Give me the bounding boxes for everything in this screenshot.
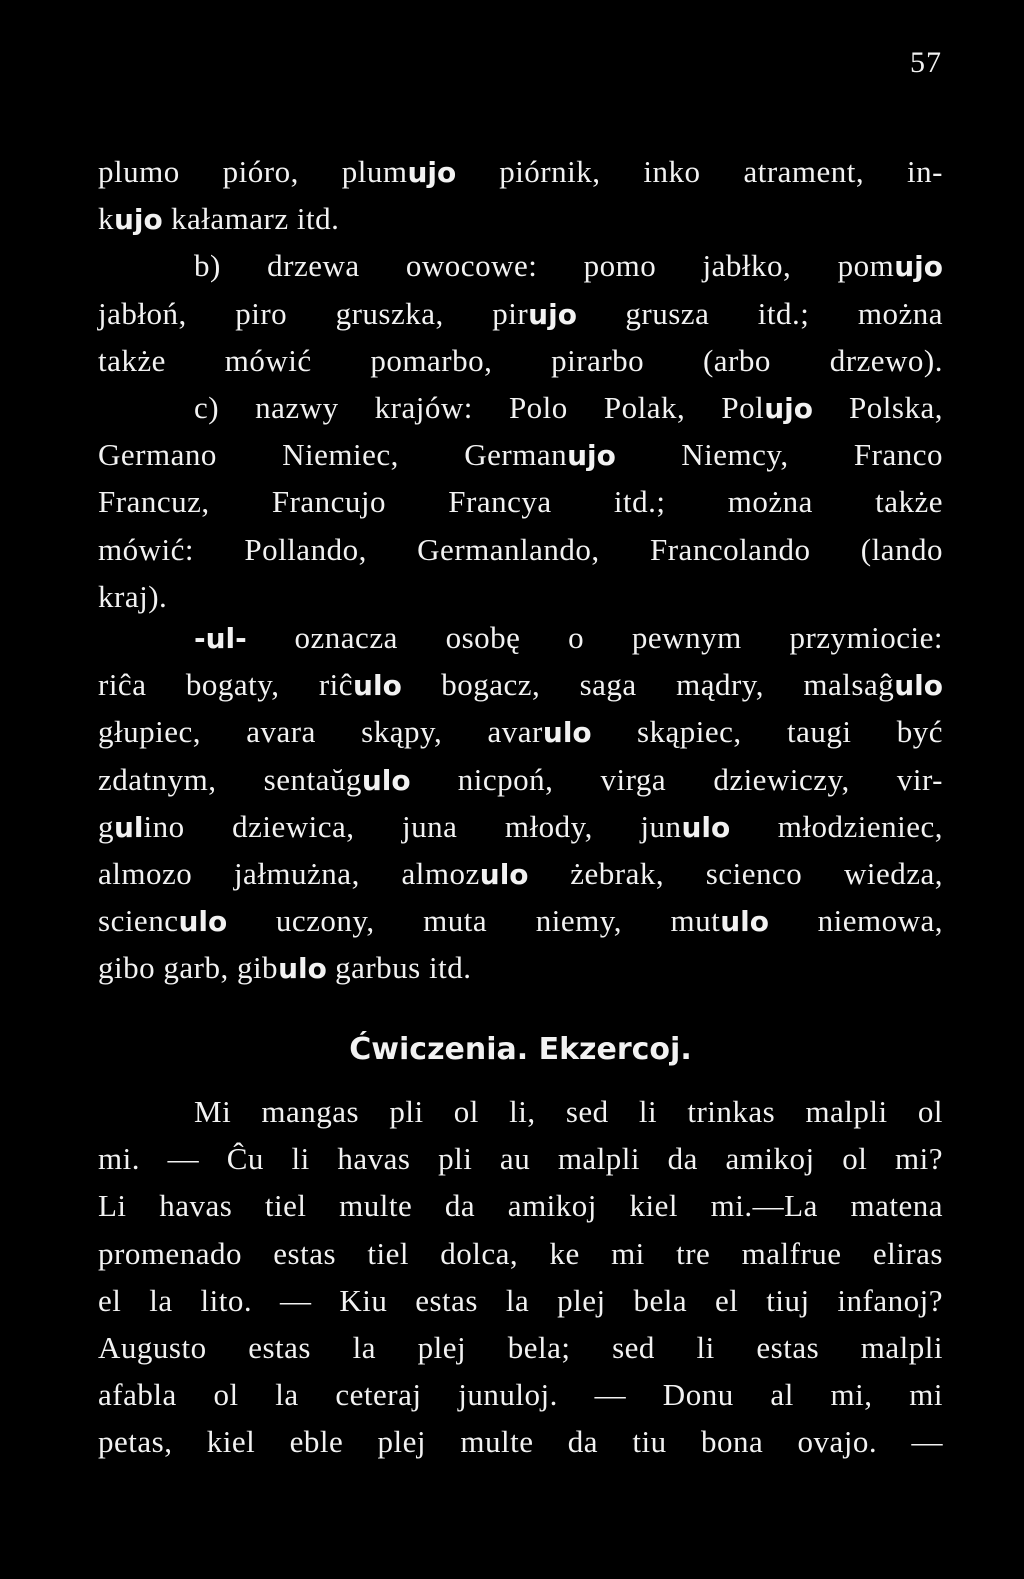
bold-suffix: ulo (178, 905, 228, 939)
text-run: jabłoń, piro gruszka, pir (98, 295, 529, 331)
exercise-heading: Ćwiczenia. Ekzercoj. (349, 1032, 692, 1067)
exercise-heading-block (98, 1026, 943, 1073)
text-run: uczony, muta niemy, mut (227, 903, 721, 939)
bold-suffix: ujo (528, 297, 577, 331)
text-line (98, 803, 943, 850)
text-run: b) drzewa owocowe: pomo jabłko, pom (194, 248, 895, 284)
page-number: 57 (910, 46, 942, 79)
text-line (98, 1371, 943, 1418)
text-run: skąpiec, taugi być (591, 714, 944, 750)
text-run: k (98, 201, 114, 237)
text-run: Germano Niemiec, German (98, 437, 568, 473)
text-run: Niemcy, Franco (615, 437, 944, 473)
text-line (98, 337, 943, 384)
text-run: afabla ol la ceteraj junuloj. — Donu al mi, mi (98, 1377, 943, 1413)
text-run: Mi mangas pli ol li, sed li trinkas malpli ol (194, 1094, 943, 1129)
text-line (98, 195, 943, 242)
text-line (98, 614, 943, 661)
bold-suffix: ujo (894, 250, 943, 284)
text-run: gibo garb, gib (98, 950, 279, 986)
text-run: młodzieniec, (730, 808, 943, 844)
text-run: nicpoń, virga dziewiczy, vir- (410, 761, 943, 797)
text-line (98, 573, 943, 620)
text-run: także mówić pomarbo, pirarbo (arbo drzewo). (98, 342, 943, 378)
text-run: Augusto estas la plej bela; sed li estas malpli (98, 1329, 943, 1365)
text-line (98, 1088, 943, 1135)
bold-suffix: ujo (407, 156, 457, 189)
text-line (98, 661, 943, 708)
bold-suffix: -ul- (194, 622, 247, 655)
text-run: ino dziewica, juna młody, jun (143, 808, 682, 844)
bold-suffix: ujo (114, 203, 163, 237)
text-run: piórnik, inko atrament, in- (456, 154, 943, 189)
bold-suffix: ulo (278, 952, 327, 986)
text-run: mi. — Ĉu li havas pli au malpli da amikoj ol mi? (98, 1141, 943, 1177)
bold-suffix: ul (114, 810, 144, 844)
bold-suffix: ulo (542, 716, 592, 750)
text-run: scienc (98, 903, 179, 939)
text-line (98, 756, 943, 803)
text-line (98, 1277, 943, 1324)
bold-suffix: ulo (361, 763, 411, 797)
text-run: promenado estas tiel dolca, ke mi tre malfrue eliras (98, 1235, 943, 1271)
bold-suffix: ulo (894, 669, 943, 703)
text-line (98, 1418, 943, 1465)
bold-suffix: ujo (764, 391, 813, 425)
text-run: żebrak, scienco wiedza, (528, 855, 943, 891)
bold-suffix: ulo (479, 857, 529, 891)
text-line (98, 290, 943, 337)
text-run: c) nazwy krajów: Polo Polak, Pol (194, 389, 765, 425)
text-line (98, 850, 943, 897)
text-run: bogacz, saga mądry, malsaĝ (401, 667, 895, 703)
text-line (98, 897, 943, 944)
bold-suffix: ulo (681, 810, 731, 844)
text-line (98, 148, 943, 195)
text-run: almozo jałmużna, almoz (98, 855, 480, 891)
text-run: oznacza osobę o pewnym przymiocie: (246, 620, 943, 655)
text-run: garbus itd. (326, 950, 472, 986)
text-run: głupiec, avara skąpy, avar (98, 714, 543, 750)
text-run: el la lito. — Kiu estas la plej bela el tiuj infanoj? (98, 1282, 943, 1318)
text-run: zdatnym, sentaŭg (98, 761, 362, 797)
text-line (98, 1182, 943, 1229)
text-run: plumo pióro, plum (98, 154, 408, 189)
text-run: grusza itd.; można (576, 295, 943, 331)
text-run: petas, kiel eble plej multe da tiu bona ovajo. — (98, 1424, 943, 1460)
text-run: g (98, 808, 114, 844)
text-line (98, 708, 943, 755)
text-line (98, 1230, 943, 1277)
bold-suffix: ulo (353, 669, 402, 703)
text-run: riĉa bogaty, riĉ (98, 667, 354, 703)
section-noun-examples (98, 148, 943, 620)
text-line (98, 944, 943, 991)
text-line (98, 1135, 943, 1182)
bold-suffix: ulo (720, 905, 770, 939)
text-run: mówić: Pollando, Germanlando, Francolando (lando (98, 531, 943, 567)
text-run: Francuz, Francujo Francya itd.; można także (98, 484, 943, 520)
text-run: Polska, (812, 389, 943, 425)
text-run: niemowa, (769, 903, 943, 939)
text-line (98, 1324, 943, 1371)
text-line (98, 431, 943, 478)
text-line (98, 242, 943, 289)
text-line (98, 478, 943, 525)
section-exercise-text (98, 1088, 943, 1466)
text-run: kałamarz itd. (162, 201, 340, 237)
bold-suffix: ujo (567, 439, 616, 473)
section-suffix-ul (98, 614, 943, 992)
text-run: kraj). (98, 578, 168, 614)
text-line (98, 384, 943, 431)
text-line (98, 526, 943, 573)
text-run: Li havas tiel multe da amikoj kiel mi.—La matena (98, 1188, 943, 1224)
